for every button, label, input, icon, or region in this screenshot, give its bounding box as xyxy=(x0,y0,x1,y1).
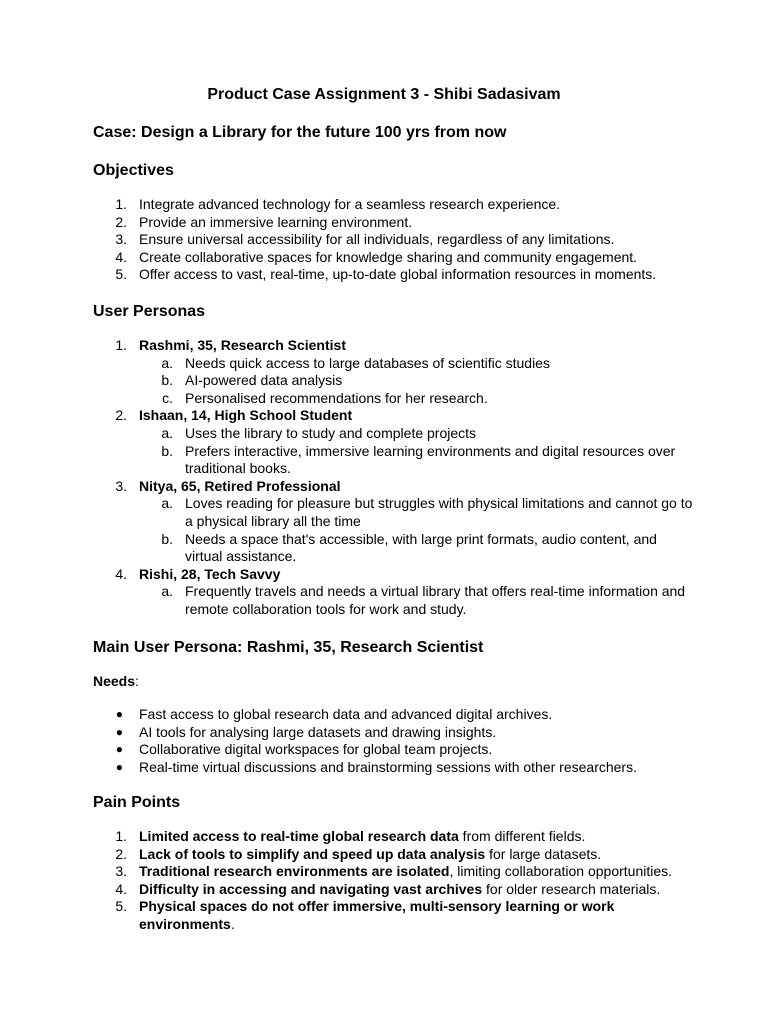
persona-item: 1. Rashmi, 35, Research Scientist a. Needs quick access to large databases of scientific studies b. AI-powered data analysis c. Personalised recommendations for her research. xyxy=(93,337,693,407)
needs-list xyxy=(93,706,693,776)
list-item: a. Uses the library to study and complete projects xyxy=(161,424,477,441)
list-item: ● Collaborative digital workspaces for global team projects. xyxy=(93,741,693,759)
list-item: 4. Create collaborative spaces for knowledge sharing and community engagement. xyxy=(115,248,638,265)
needs-label: Needs: xyxy=(93,673,139,689)
persona-points xyxy=(139,495,693,565)
list-item: 5. Physical spaces do not offer immersive, multi-sensory learning or work environments. xyxy=(115,898,615,932)
objectives-list xyxy=(93,196,693,284)
list-item: 1. Integrate advanced technology for a seamless research experience. xyxy=(115,196,561,212)
persona-name: Nitya, 65, Retired Professional xyxy=(139,477,341,494)
persona-name: Ishaan, 14, High School Student xyxy=(139,407,353,424)
list-item: 2. Provide an immersive learning environment. xyxy=(115,213,413,230)
case-heading: Case: Design a Library for the future 100 yrs from now xyxy=(93,124,507,141)
pain-points-heading: Pain Points xyxy=(93,794,181,811)
persona-points xyxy=(139,425,693,478)
list-item: a. Loves reading for pleasure but struggles with physical limitations and cannot go to a physical library all the time xyxy=(161,495,693,529)
pain-points-list xyxy=(93,828,693,934)
persona-points xyxy=(139,583,693,618)
bullet-icon: ● xyxy=(115,759,123,774)
objectives-heading: Objectives xyxy=(93,162,174,179)
list-item: 1. Limited access to real-time global research data from different fields. xyxy=(115,828,586,844)
list-item: 2. Lack of tools to simplify and speed up data analysis for large datasets. xyxy=(115,845,602,862)
list-item: 4. Difficulty in accessing and navigating vast archives for older research materials. xyxy=(115,880,661,897)
list-item: ● AI tools for analysing large datasets and drawing insights. xyxy=(93,724,693,742)
list-item: a. Needs quick access to large databases of scientific studies xyxy=(161,354,550,371)
persona-item: 4. Rishi, 28, Tech Savvy a. Frequently travels and needs a virtual library that offers real-time information and remote collaboration tools for work and study. xyxy=(93,566,693,619)
user-personas-heading: User Personas xyxy=(93,303,206,320)
bullet-icon: ● xyxy=(115,707,123,721)
bullet-icon: ● xyxy=(115,742,123,757)
list-item: ● Real-time virtual discussions and brainstorming sessions with other researchers. xyxy=(93,759,693,777)
persona-item: 3. Nitya, 65, Retired Professional a. Loves reading for pleasure but struggles with physical limitations and cannot go to a physical library all the time b. Needs a space that's accessible, with large print formats, audio content, and virtual assistance. xyxy=(115,477,693,565)
persona-points xyxy=(139,355,693,408)
main-persona-heading: Main User Persona: Rashmi, 35, Research Scientist xyxy=(93,639,484,656)
list-item: ● Fast access to global research data and advanced digital archives. xyxy=(93,706,693,724)
personas-list xyxy=(93,337,693,619)
page-title: Product Case Assignment 3 - Shibi Sadasivam xyxy=(207,86,561,103)
list-item: 5. Offer access to vast, real-time, up-to-date global information resources in moments. xyxy=(115,266,657,283)
list-item: a. Frequently travels and needs a virtual library that offers real-time information and remote collaboration tools for work and study. xyxy=(161,583,686,617)
persona-item: 2. Ishaan, 14, High School Student a. Uses the library to study and complete projects b. Prefers interactive, immersive learning environments and digital resources over traditional books. xyxy=(93,407,693,477)
list-item: c. Personalised recommendations for her research. xyxy=(162,389,488,406)
list-item: b. AI-powered data analysis xyxy=(161,372,343,389)
persona-name: Rishi, 28, Tech Savvy xyxy=(139,565,281,582)
list-item: b. Needs a space that's accessible, with large print formats, audio content, and virtual assistance. xyxy=(161,530,657,565)
bullet-icon: ● xyxy=(115,724,123,739)
persona-name: Rashmi, 35, Research Scientist xyxy=(139,337,346,353)
list-item: b. Prefers interactive, immersive learning environments and digital resources over traditional books. xyxy=(161,442,676,477)
list-item: 3. Traditional research environments are isolated, limiting collaboration opportunities. xyxy=(115,863,673,880)
list-item: 3. Ensure universal accessibility for all individuals, regardless of any limitations. xyxy=(115,231,615,248)
